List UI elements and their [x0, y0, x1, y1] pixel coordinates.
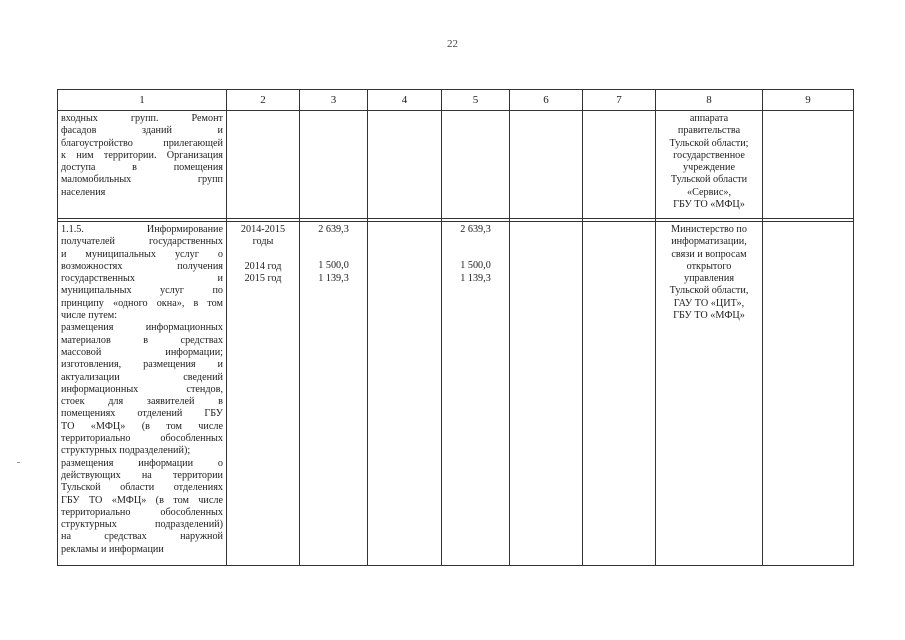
year-value: 1 500,0 — [460, 260, 491, 272]
text-line: материалов в средствах — [61, 334, 223, 346]
cell — [763, 222, 854, 566]
text-line: структурных подразделений) — [61, 519, 223, 531]
total-value: 2 639,3 — [460, 224, 491, 235]
text-line: рекламы и информации — [61, 543, 164, 555]
scan-mark — [17, 462, 20, 463]
total-cell — [300, 222, 368, 566]
cell — [583, 111, 656, 219]
text-line: на средствах наружной — [61, 531, 223, 543]
text-line: ГБУ ТО «МФЦ» — [673, 310, 745, 322]
column-header: 2 — [227, 90, 300, 111]
text-line: «Сервис», — [686, 186, 732, 198]
text-line: государственных и — [61, 273, 223, 285]
year-label: 2014 год — [244, 260, 282, 272]
text-line: размещения информационных — [61, 322, 223, 334]
text-line: территориально обособленных — [61, 433, 223, 445]
column-header: 3 — [300, 90, 368, 111]
text-line: ГБУ ТО «МФЦ» (в том числе — [61, 494, 223, 506]
cell — [763, 111, 854, 219]
cell — [442, 111, 510, 219]
text-line: управления — [683, 273, 735, 285]
text-line: маломобильных групп — [61, 174, 223, 186]
text-line: получателей государственных — [61, 236, 223, 248]
table-row — [58, 111, 854, 219]
text-line: и муниципальных услуг о — [61, 248, 223, 260]
column-header: 5 — [442, 90, 510, 111]
text-line: помещениях отделений ГБУ — [61, 408, 223, 420]
text-line: связи и вопросам — [671, 248, 747, 260]
total-value: 2 639,3 — [318, 224, 349, 235]
text-line: Министерство по — [671, 224, 747, 235]
table-header-row — [58, 90, 854, 111]
text-line: учреждение — [682, 162, 735, 174]
text-line: муниципальных услуг по — [61, 285, 223, 297]
text-line: территориально обособленных — [61, 506, 223, 518]
text-line: массовой информации; — [61, 346, 223, 358]
text-line: благоустройство прилегающей — [61, 137, 223, 149]
text-line: стоек для заявителей в — [61, 396, 223, 408]
period-unit: годы — [252, 236, 274, 248]
text-line: ГБУ ТО «МФЦ» — [673, 199, 745, 211]
year-value: 1 500,0 — [318, 260, 349, 272]
text-line: ТО «МФЦ» (в том числе — [61, 420, 223, 432]
measure-description-cell — [58, 222, 227, 566]
column-header: 8 — [656, 90, 763, 111]
period-range: 2014-2015 — [240, 224, 286, 235]
text-line: принципу «одного окна», в том — [61, 297, 223, 309]
cell — [583, 222, 656, 566]
period-cell — [227, 222, 300, 566]
cell — [510, 111, 583, 219]
text-line: правительства — [677, 125, 741, 137]
text-line: изготовления, размещения и — [61, 359, 223, 371]
text-line: к ним территории. Организация — [61, 149, 223, 161]
column-header: 6 — [510, 90, 583, 111]
column-header: 4 — [368, 90, 442, 111]
text-line: возможностях получения — [61, 260, 223, 272]
text-line: фасадов зданий и — [61, 125, 223, 137]
period-cell — [227, 111, 300, 219]
text-line: аппарата — [689, 113, 729, 124]
year-value: 1 139,3 — [318, 272, 349, 284]
text-line: информатизации, — [671, 236, 747, 248]
cell — [510, 222, 583, 566]
text-line: числе путем: — [61, 310, 118, 322]
text-line: действующих на территории — [61, 469, 223, 481]
text-line: Тульской области — [670, 174, 748, 186]
text-line: доступа в помещения — [61, 162, 223, 174]
text-line: Тульской области; — [669, 137, 749, 149]
text-line: входных групп. Ремонт — [61, 113, 223, 124]
column-header: 7 — [583, 90, 656, 111]
responsible-org-cell — [656, 111, 763, 219]
text-line: актуализации сведений — [61, 371, 223, 383]
measure-description-cell — [58, 111, 227, 219]
text-line: государственное — [673, 149, 745, 161]
page-number: 22 — [447, 38, 458, 50]
total-cell — [300, 111, 368, 219]
responsible-org-cell — [656, 222, 763, 566]
table-row — [58, 222, 854, 566]
text-line: информационных стендов, — [61, 383, 223, 395]
text-line: Тульской области, — [669, 285, 749, 297]
text-line: населения — [61, 186, 106, 198]
text-line: ГАУ ТО «ЦИТ», — [673, 297, 745, 309]
text-line: Тульской области отделениях — [61, 482, 223, 494]
column-header: 9 — [763, 90, 854, 111]
text-line: размещения информации о — [61, 457, 223, 469]
text-line: открытого — [686, 260, 732, 272]
document-table — [57, 89, 854, 566]
column-header: 1 — [58, 90, 227, 111]
year-value: 1 139,3 — [460, 272, 491, 284]
cell — [368, 222, 442, 566]
cell — [368, 111, 442, 219]
text-line: структурных подразделений); — [61, 445, 191, 457]
year-label: 2015 год — [244, 272, 282, 284]
budget-cell — [442, 222, 510, 566]
text-line: 1.1.5. Информирование — [61, 224, 223, 235]
